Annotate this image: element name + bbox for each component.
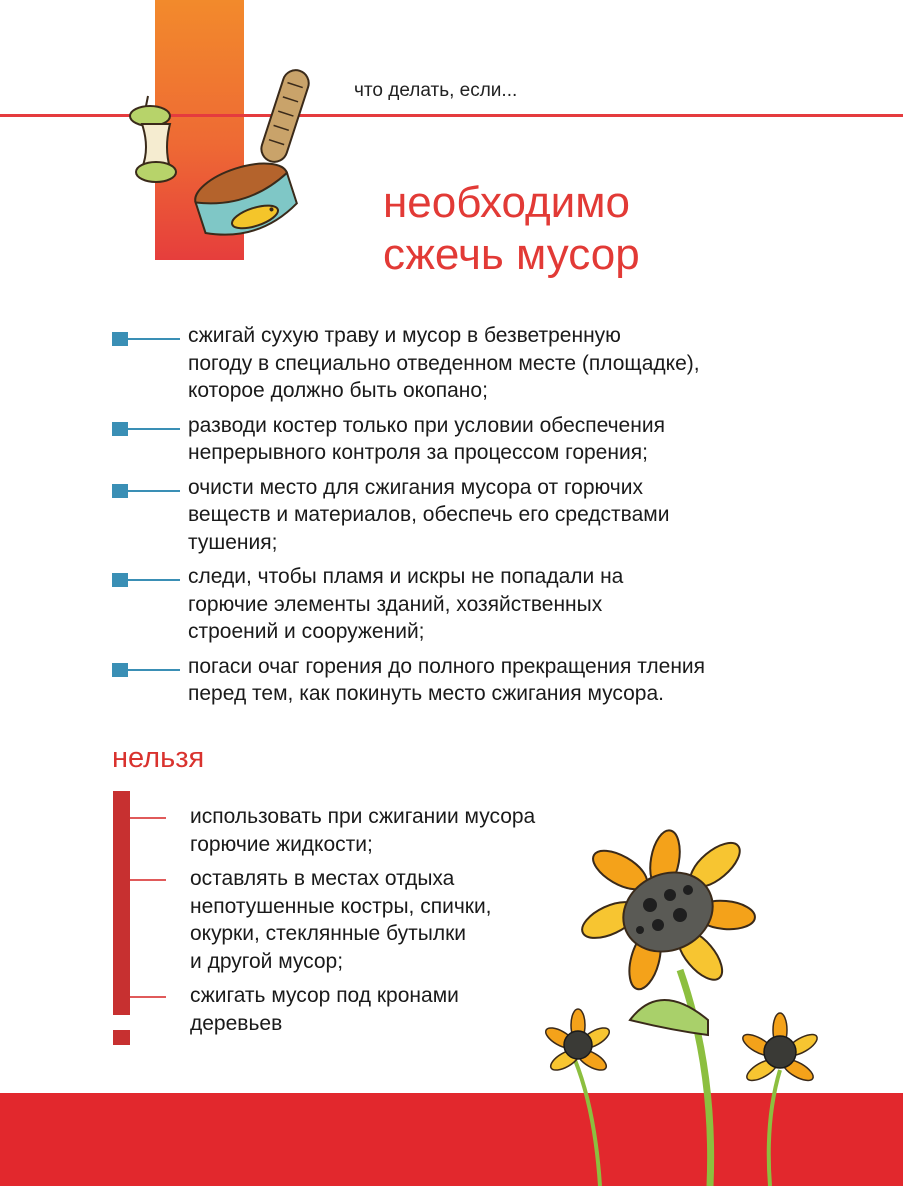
- list-item-text: сжигать мусор под кронами деревьев: [190, 984, 459, 1035]
- bullet-line: [128, 428, 180, 430]
- sunflowers-illustration-icon: [540, 820, 840, 1186]
- square-bullet-icon: [112, 332, 128, 346]
- bullet-line: [128, 490, 180, 492]
- list-item-text: оставлять в местах отдыха непотушенные костры, спички, окурки, стеклянные бутылки и другой мусор;: [190, 867, 492, 973]
- square-bullet-icon: [112, 484, 128, 498]
- title-line-2: сжечь мусор: [383, 230, 640, 279]
- exclamation-bar-icon: [113, 791, 130, 1015]
- square-bullet-icon: [112, 663, 128, 677]
- bullet-line: [128, 579, 180, 581]
- do-list: [112, 322, 832, 715]
- list-item-text: разводи костер только при условии обеспечения непрерывного контроля за процессом горения;: [188, 413, 665, 464]
- list-item-text: следи, чтобы пламя и искры не попадали на горючие элементы зданий, хозяйственных строений и сооружений;: [188, 565, 624, 643]
- list-item: [112, 474, 832, 557]
- list-item-text: использовать при сжигании мусора горючие жидкости;: [190, 805, 536, 856]
- dont-list: [130, 803, 610, 1044]
- page-title: [383, 177, 640, 281]
- square-bullet-icon: [112, 422, 128, 436]
- section-heading-dont: нельзя: [112, 742, 205, 774]
- list-item-text: сжигай сухую траву и мусор в безветренную погоду в специально отведенном месте (площадке), которое должно быть окопано;: [188, 324, 700, 402]
- list-item: [130, 803, 610, 858]
- bullet-line: [128, 669, 180, 671]
- bullet-line: [130, 996, 166, 998]
- bullet-line: [128, 338, 180, 340]
- title-line-1: необходимо: [383, 178, 630, 227]
- trash-illustration-icon: [120, 68, 310, 248]
- list-item: [112, 412, 832, 467]
- list-item-text: очисти место для сжигания мусора от горючих веществ и материалов, обеспечь его средствами тушения;: [188, 475, 670, 554]
- list-item: [112, 563, 832, 646]
- kicker-text: что делать, если...: [354, 80, 518, 101]
- list-item: [130, 865, 610, 975]
- list-item: [112, 653, 832, 708]
- square-bullet-icon: [112, 573, 128, 587]
- bullet-line: [130, 817, 166, 819]
- exclamation-dot-icon: [113, 1030, 130, 1045]
- list-item-text: погаси очаг горения до полного прекращения тления перед тем, как покинуть место сжигания мусора.: [188, 654, 706, 705]
- list-item: [112, 322, 832, 405]
- bullet-line: [130, 879, 166, 881]
- list-item: [130, 982, 610, 1037]
